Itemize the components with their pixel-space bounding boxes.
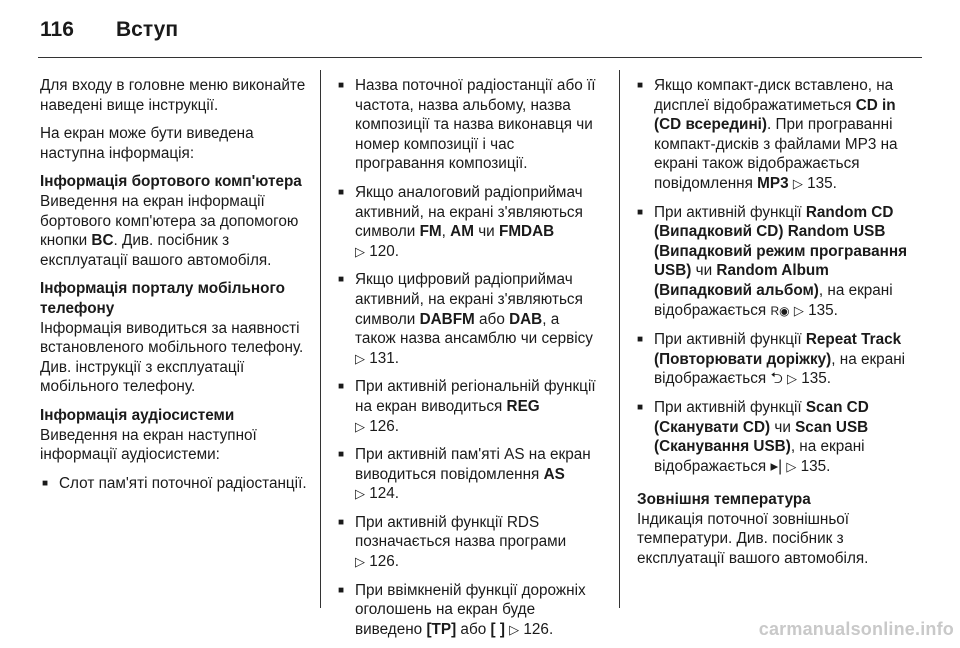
audio-paragraph: Виведення на екран наступної інформації аудіосистеми:	[40, 426, 257, 464]
reference-arrow-icon: ▷	[792, 175, 803, 191]
list-item: ■ Назва поточної радіостанції або її частота, назва альбому, назва композиції та назва виконавця чи номер композиції і час програвання композиції.	[338, 76, 604, 174]
cd-info-list	[637, 76, 907, 476]
list-item: ■ Якщо аналоговий радіоприймач активний, на екрані з'являються символи FM, AM чи FMDAB ▷ 120.	[338, 183, 604, 261]
list-item: ■ При активній функції Scan CD (Сканувати CD) чи Scan USB (Сканування USB), на екрані відображається ▸| ▷ 135.	[637, 398, 907, 476]
bc-button-label: BC	[91, 232, 114, 250]
reference-arrow-icon: ▷	[355, 554, 365, 570]
random-disc-icon: R◉	[770, 303, 790, 318]
intro-paragraph-1: Для входу в головне меню виконайте наведені вище інструкції.	[40, 77, 306, 114]
page-header	[40, 18, 178, 48]
reference-arrow-icon: ▷	[786, 371, 797, 387]
list-item: ■ При активній функції Repeat Track (Повторювати доріжку), на екрані відображається ⮌ ▷ 135.	[637, 330, 907, 389]
column-1	[40, 76, 308, 502]
heading-audio-system: Інформація аудіосистеми	[40, 406, 235, 424]
list-item: ■ Слот пам'яті поточної радіостанції.	[42, 474, 308, 494]
phone-paragraph: Інформація виводиться за наявності встановленого мобільного телефону. Див. інструкції з експлуатації мобільного телефону.	[40, 319, 304, 396]
audio-bullet-list	[40, 474, 308, 494]
reference-arrow-icon: ▷	[509, 621, 520, 637]
page-title: Вступ	[116, 18, 179, 41]
reference-arrow-icon: ▷	[793, 302, 804, 318]
reference-arrow-icon: ▷	[355, 418, 365, 434]
column-divider-1	[320, 70, 321, 608]
heading-phone-portal: Інформація порталу мобільного телефону	[40, 280, 285, 317]
list-item: ■ При активній функції RDS позначається назва програми ▷ 126.	[338, 513, 604, 572]
temperature-paragraph: Індикація поточної зовнішньої температури. Див. посібник з експлуатації вашого автомобіля.	[637, 510, 869, 568]
intro-paragraph-2: На екран може бути виведена наступна інформація:	[40, 125, 254, 162]
reference-arrow-icon: ▷	[786, 458, 797, 474]
list-item: ■ Якщо цифровий радіоприймач активний, на екрані з'являються символи DABFM або DAB, а також назва ансамблю чи сервісу ▷ 131.	[338, 270, 604, 368]
audio-info-list	[338, 76, 604, 639]
list-item: ■ При активній функції Random CD (Випадковий CD) Random USB (Випадковий режим програвання USB) чи Random Album (Випадковий альбом), на екрані відображається R◉ ▷ 135.	[637, 203, 907, 322]
list-item: ■ При активній регіональній функції на екран виводиться REG ▷ 126.	[338, 377, 604, 436]
watermark: carmanualsonline.info	[758, 619, 954, 639]
reference-arrow-icon: ▷	[355, 486, 365, 502]
header-rule	[38, 57, 922, 58]
repeat-icon: ⮌	[770, 370, 783, 388]
heading-outside-temperature: Зовнішня температура	[637, 491, 811, 509]
onboard-paragraph: Виведення на екран інформації бортового комп'ютера за допомогою кнопки BC. Див. посібник з експлуатації вашого автомобіля.	[40, 192, 299, 269]
scan-icon: ▸|	[770, 457, 783, 475]
column-divider-2	[619, 70, 620, 608]
list-item: ■ При активній пам'яті AS на екран виводиться повідомлення AS ▷ 124.	[338, 445, 604, 504]
list-item: ■ При ввімкненій функції дорожніх оголошень на екран буде виведено [TP] або [ ] ▷ 126.	[338, 581, 604, 640]
heading-onboard-computer: Інформація бортового комп'ютера	[40, 173, 302, 191]
reference-arrow-icon: ▷	[355, 243, 365, 259]
column-2	[338, 76, 604, 648]
reference-arrow-icon: ▷	[355, 350, 365, 366]
column-3	[637, 76, 907, 578]
list-item: ■ Якщо компакт-диск вставлено, на дисплеї відображатиметься CD in (CD всередині). При програванні компакт-дисків з файлами MP3 на екрані також відображається повідомлення MP3 ▷ 135.	[637, 76, 907, 194]
page-number: 116	[40, 18, 74, 41]
